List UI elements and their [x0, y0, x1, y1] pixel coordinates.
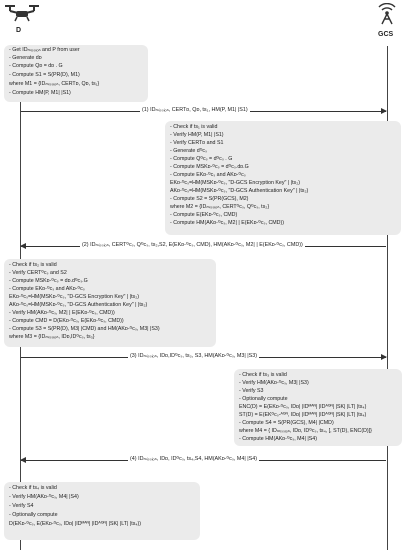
- step-line: AKᴅ-ᴳᴄₛ=HM(MSKᴅ-ᴳᴄₛ, "D-GCS Authentication Key" | |ts₂): [9, 302, 148, 308]
- step-line: - Compute Qᴅ = dᴅ . G: [9, 63, 63, 69]
- step-line: - Generate dᴳᴄₛ: [170, 148, 207, 154]
- drone-icon: [4, 2, 40, 22]
- step-line: - Compute S1 = S(PR(D), M1): [9, 72, 80, 78]
- step-line: - Verify HM(AKᴅ-ᴳᴄₛ, M2| | E(EKᴅ-ᴳᴄₛ, CMD)): [9, 310, 115, 316]
- step-line: - Compute S4 = S(PR(GCS), M4| |CMD): [239, 420, 334, 426]
- step-line: where M3 = {IDₘᵢₛₛᵢₒₙ, IDᴅ,IDᴳᴄₛ, ts₃}: [9, 334, 95, 340]
- message-1-label: (1) IDₘᵢₛₛᵢₒₙ, CERTᴅ, Qᴅ, ts₁, HM(P, M1| |S1): [142, 107, 248, 113]
- step-line: - Compute HM(AKᴅ-ᴳᴄₛ, M4| |S4): [239, 436, 317, 442]
- step-line: - Generate dᴅ: [9, 55, 42, 61]
- step-line: - Compute EKᴅ-ᴳᴄₛ and AKᴅ-ᴳᴄₛ: [170, 172, 246, 178]
- step-line: AKᴅ-ᴳᴄₛ=HM(MSKᴅ-ᴳᴄₛ, "D-GCS Authentication Key" | |ts₂): [170, 188, 309, 194]
- antenna-icon: [375, 3, 399, 25]
- step-line: EKᴅ-ᴳᴄₛ=HM(MSKᴅ-ᴳᴄₛ, "D-GCS Encryption Key" | |ts₂): [170, 180, 301, 186]
- step-line: - Get IDₘᵢₛₛᵢₒₙ and P from user: [9, 47, 80, 53]
- step-line: - Check if ts₁ is valid: [170, 124, 218, 130]
- step-line: where M2 = {IDₘᵢₛₛᵢₒₙ, CERTᴳᴄₛ, Qᴳᴄₛ, ts₂}: [170, 204, 270, 210]
- step-line: - Verify HM(AKᴅ-ᴳᴄₛ, M3| |S3): [239, 380, 309, 386]
- step-line: - Compute EKᴅ-ᴳᴄₛ and AKᴅ-ᴳᴄₛ: [9, 286, 85, 292]
- step-line: ST(D) = E(EKᴳᴄₛ-ᴬᴳᴺ, IDᴅ| |IDᴹᴬᴺ| |IDᴬᴳᴺ| |SK| |LT| |ts₄): [239, 412, 367, 418]
- message-4-label: (4) IDₘᵢₛₛᵢₒₙ, IDᴅ, IDᴳᴄₛ, ts₄,S4, HM(AKᴅ-ᴳᴄₛ, M4| |S4): [130, 456, 258, 462]
- drone-step-3: [4, 259, 216, 347]
- step-line: - Check if ts₄ is valid: [9, 485, 57, 491]
- step-line: - Compute Qᴳᴄₛ = dᴳᴄₛ . G: [170, 156, 233, 162]
- gcs-step-4: [234, 369, 402, 446]
- step-line: - Compute S3 = S(PR(D), M3| |CMD) and HM(AKᴅ-ᴳᴄₛ, M3| |S3): [9, 326, 160, 332]
- step-line: D(EKᴅ-ᴳᴄₛ, E(EKᴅ-ᴳᴄₛ, IDᴅ| |IDᴹᴬᴺ| |IDᴬᴳᴺ| |SK| |LT| |ts₄)): [9, 521, 142, 527]
- step-line: - Compute HM(P, M1| |S1): [9, 90, 71, 96]
- step-line: - Verify HM(AKᴅ-ᴳᴄₛ, M4| |S4): [9, 494, 79, 500]
- drone-step-5: [4, 482, 200, 540]
- step-line: where M4 = { IDₘᵢₛₛᵢₒₙ, IDᴅ, IDᴳᴄₛ, ts₄, [, ST(D), ENC(D)]}: [239, 428, 372, 434]
- step-line: - Check if ts₃ is valid: [239, 372, 287, 378]
- step-line: - Compute S2 = S(PR(GCS), M2): [170, 196, 249, 202]
- step-line: EKᴅ-ᴳᴄₛ=HM(MSKᴅ-ᴳᴄₛ, "D-GCS Encryption Key" | |ts₂): [9, 294, 140, 300]
- step-line: ENC(D) = E(EKᴅ-ᴳᴄₛ, IDᴅ| |IDᴹᴬᴺ| |IDᴬᴳᴺ| |SK| |LT| |ts₄): [239, 404, 367, 410]
- step-line: - Compute CMD = D(EKᴅ-ᴳᴄₛ, E(EKᴅ-ᴳᴄₛ, CMD)): [9, 318, 124, 324]
- gcs-actor-label: GCS: [378, 31, 394, 38]
- drone-step-1: [4, 45, 148, 102]
- step-line: - Optionally compute: [9, 512, 58, 518]
- step-line: - Verify CERTᴳᴄₛ and S2: [9, 270, 67, 276]
- drone-actor-label: D: [16, 27, 22, 34]
- step-line: - Verify CERTᴅ and S1: [170, 140, 224, 146]
- step-line: - Compute MSKᴅ-ᴳᴄₛ = dᴳᴄₛ.dᴅ.G: [170, 164, 249, 170]
- step-line: - Compute HM(AKᴅ-ᴳᴄₛ, M2| | E(EKᴅ-ᴳᴄₛ, CMD)): [170, 220, 285, 226]
- step-line: where M1 = {IDₘᵢₛₛᵢₒₙ, CERTᴅ, Qᴅ, ts₁}: [9, 81, 100, 87]
- step-line: - Optionally compute: [239, 396, 288, 402]
- step-line: - Verify S3: [239, 388, 264, 394]
- step-line: - Verify HM(P, M1| |S1): [170, 132, 224, 138]
- step-line: - Compute E(EKᴅ-ᴳᴄₛ, CMD): [170, 212, 238, 218]
- message-3-label: (3) IDₘᵢₛₛᵢₒₙ, IDᴅ,IDᴳᴄₛ, ts₃, S3, HM(AKᴅ-ᴳᴄₛ, M3| |S3): [130, 353, 258, 359]
- message-2-label: (2) IDₘᵢₛₛᵢₒₙ, CERTᴳᴄₛ, Qᴳᴄₛ, ts₂,S2, E(EKᴅ-ᴳᴄₛ, CMD), HM(AKᴅ-ᴳᴄₛ, M2| | E(EKᴅ-ᴳᴄₛ, CMD)): [82, 242, 303, 248]
- step-line: - Verify S4: [9, 503, 34, 509]
- step-line: - Compute MSKᴅ-ᴳᴄₛ = dᴅ.dᴳᴄₛ.G: [9, 278, 88, 284]
- step-line: - Check if ts₂ is valid: [9, 262, 57, 268]
- gcs-step-2: [165, 121, 401, 235]
